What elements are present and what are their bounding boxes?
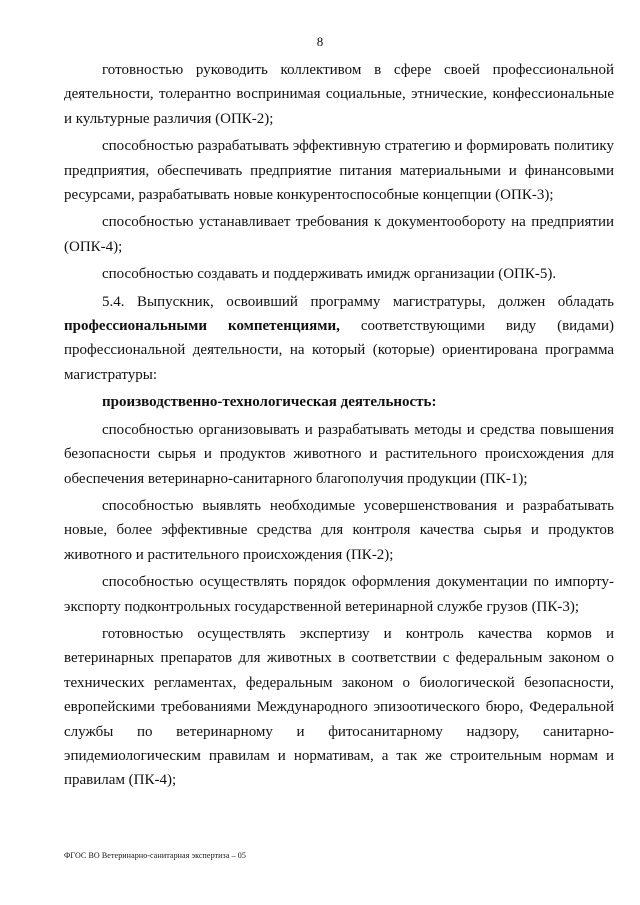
section-5-4-tail: соответствующими виду (видами) профессиональной деятельности, на который (которые) ориентирована программа магистратуры: xyxy=(64,318,614,383)
paragraph-pk-2: способностью выявлять необходимые усовершенствования и разрабатывать новые, более эффективные средства для контроля качества сырья и продуктов животного и растительного происхождения (ПК-2); xyxy=(64,497,614,563)
document-body xyxy=(64,58,614,796)
paragraph-pk-4: готовностью осуществлять экспертизу и контроль качества кормов и ветеринарных препаратов для животных в соответствии с федеральным законом о технических регламентах, федеральным законом о биологической безопасности, европейскими требованиями Международного эпизоотического бюро, Федеральной службы по ветеринарному и фитосанитарному надзору, санитарно-эпидемиологическим правилам и нормативам, а так же строительным нормам и правилам (ПК-4); xyxy=(64,625,614,789)
paragraph-opk-3: способностью разрабатывать эффективную стратегию и формировать политику предприятия, обеспечивать предприятие питания материальными и финансовыми ресурсами, разрабатывать новые конкурентоспособные концепции (ОПК-3); xyxy=(64,138,614,204)
paragraph-pk-1: способностью организовывать и разрабатывать методы и средства повышения безопасности сырья и продуктов животного и растительного происхождения для обеспечения ветеринарно-санитарного благополучия продукции (ПК-1); xyxy=(64,421,614,487)
section-5-4-lead: 5.4. Выпускник, освоивший программу магистратуры, должен обладать xyxy=(102,293,614,310)
section-5-4 xyxy=(64,290,614,388)
footer: ФГОС ВО Ветеринарно-санитарная экспертиза – 05 xyxy=(64,851,246,860)
activity-heading: производственно-технологическая деятельность: xyxy=(102,394,437,411)
section-5-4-bold: профессиональными компетенциями, xyxy=(64,318,340,335)
page-number: 8 xyxy=(316,34,324,49)
paragraph-opk-4: способностью устанавливает требования к документообороту на предприятии (ОПК-4); xyxy=(64,214,614,255)
paragraph-opk-2: готовностью руководить коллективом в сфере своей профессиональной деятельности, толерантно воспринимая социальные, этнические, конфессиональные и культурные различия (ОПК-2); xyxy=(64,62,614,127)
paragraph-pk-3: способностью осуществлять порядок оформления документации по импорту-экспорту подконтрольных государственной ветеринарной службе грузов (ПК-3); xyxy=(64,574,614,615)
paragraph-opk-5: способностью создавать и поддерживать имидж организации (ОПК-5). xyxy=(102,266,557,283)
